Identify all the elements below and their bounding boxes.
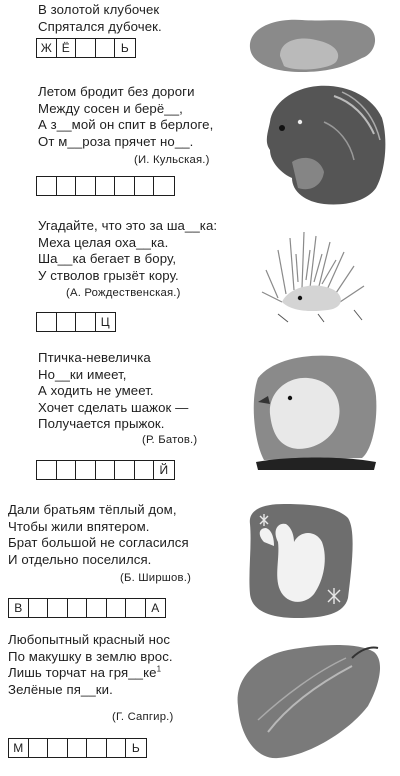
answer-cell[interactable]: М xyxy=(9,739,29,757)
answer-cell[interactable] xyxy=(57,461,77,479)
answer-grid xyxy=(36,176,175,196)
riddle-line: Чтобы жили впятером. xyxy=(8,518,150,534)
mitten-icon xyxy=(244,502,356,620)
riddle-line: Брат большой не согласился xyxy=(8,535,189,551)
answer-grid xyxy=(8,738,147,758)
riddle-line: В золотой клубочек xyxy=(38,2,160,17)
answer-cell[interactable] xyxy=(115,461,135,479)
answer-cell[interactable]: Ь xyxy=(120,41,129,55)
author-credit: (И. Кульская.) xyxy=(134,154,210,166)
answer-cell[interactable] xyxy=(96,461,116,479)
acorn-icon xyxy=(244,10,380,80)
answer-cell[interactable] xyxy=(76,177,96,195)
sparrow-icon xyxy=(248,352,382,474)
answer-cell[interactable] xyxy=(57,313,77,331)
answer-cell[interactable] xyxy=(87,599,107,617)
answer-cell[interactable] xyxy=(48,739,68,757)
answer-cell[interactable] xyxy=(68,599,88,617)
carrot-icon xyxy=(228,636,388,762)
answer-cell[interactable]: Ж xyxy=(37,39,57,57)
answer-cell[interactable] xyxy=(96,39,116,57)
answer-cell[interactable] xyxy=(115,177,135,195)
answer-cell[interactable] xyxy=(135,461,155,479)
answer-grid xyxy=(36,460,175,480)
answer-cell[interactable]: В xyxy=(9,599,29,617)
riddle-line: У стволов грызёт кору. xyxy=(38,267,179,283)
riddle-line: Ша__ка бегает в бору, xyxy=(38,251,177,267)
riddle-line: Дали братьям тёплый дом, xyxy=(8,502,177,517)
bear-icon xyxy=(262,82,390,208)
riddle-line: Меха целая оха__ка. xyxy=(38,234,169,250)
answer-cell[interactable] xyxy=(37,313,57,331)
answer-cell[interactable]: Й xyxy=(159,463,169,477)
answer-cell[interactable]: Ь xyxy=(131,741,140,755)
answer-cell[interactable]: Ц xyxy=(100,315,110,329)
answer-cell[interactable] xyxy=(76,39,96,57)
answer-cell[interactable] xyxy=(87,739,107,757)
answer-cell[interactable] xyxy=(76,313,96,331)
answer-cell[interactable] xyxy=(29,739,49,757)
riddle-line: И отдельно поселился. xyxy=(8,551,152,567)
riddle-line: А з__мой он спит в берлоге, xyxy=(38,117,214,133)
riddle-line: Получается прыжок. xyxy=(38,416,165,432)
answer-cell[interactable] xyxy=(154,177,174,195)
riddle-text xyxy=(38,218,217,284)
answer-cell[interactable] xyxy=(37,177,57,195)
riddle-line: По макушку в землю врос. xyxy=(8,648,173,664)
answer-cell[interactable]: Ё xyxy=(57,39,77,57)
author-credit: (Б. Ширшов.) xyxy=(120,572,192,584)
answer-cell[interactable] xyxy=(29,599,49,617)
riddle-line: От м__роза прячет но__. xyxy=(38,133,194,149)
riddle-line: Угадайте, что это за ша__ка: xyxy=(38,218,218,233)
riddle-text xyxy=(38,350,188,433)
footnote-mark: 1 xyxy=(156,664,162,674)
answer-cell[interactable] xyxy=(126,599,146,617)
answer-cell[interactable] xyxy=(107,739,127,757)
riddle-line: А ходить не умеет. xyxy=(38,383,154,399)
riddle-text xyxy=(38,84,213,150)
answer-cell[interactable] xyxy=(76,461,96,479)
answer-cell[interactable] xyxy=(68,739,88,757)
riddle-line: Лишь торчат на $гря\_\_ке^1$ xyxy=(8,664,162,681)
riddle-line: Птичка-невеличка xyxy=(38,350,151,365)
answer-cell[interactable] xyxy=(57,177,77,195)
riddle-line: Но__ки имеет, xyxy=(38,366,127,382)
answer-grid xyxy=(36,312,116,332)
author-credit: (Г. Сапгир.) xyxy=(112,711,174,723)
answer-cell[interactable]: А xyxy=(151,601,160,615)
answer-cell[interactable] xyxy=(37,461,57,479)
riddle-text xyxy=(38,2,162,35)
riddle-line: Любопытный красный нос xyxy=(8,632,171,647)
author-credit: (А. Рождественская.) xyxy=(66,287,181,299)
hedgehog-icon xyxy=(258,210,388,326)
author-credit: (Р. Батов.) xyxy=(142,434,198,446)
answer-cell[interactable] xyxy=(135,177,155,195)
riddle-line: Зелёные пя__ки. xyxy=(8,681,113,697)
riddle-line: Спрятался дубочек. xyxy=(38,18,162,34)
answer-grid xyxy=(8,598,166,618)
riddle-line: Летом бродит без дороги xyxy=(38,84,195,99)
riddle-line: Между сосен и берё__, xyxy=(38,100,183,116)
riddle-text xyxy=(8,502,189,568)
answer-grid xyxy=(36,38,136,58)
answer-cell[interactable] xyxy=(107,599,127,617)
riddle-line: Хочет сделать шажок — xyxy=(38,399,189,415)
answer-cell[interactable] xyxy=(48,599,68,617)
answer-cell[interactable] xyxy=(96,177,116,195)
riddle-text xyxy=(8,632,173,698)
